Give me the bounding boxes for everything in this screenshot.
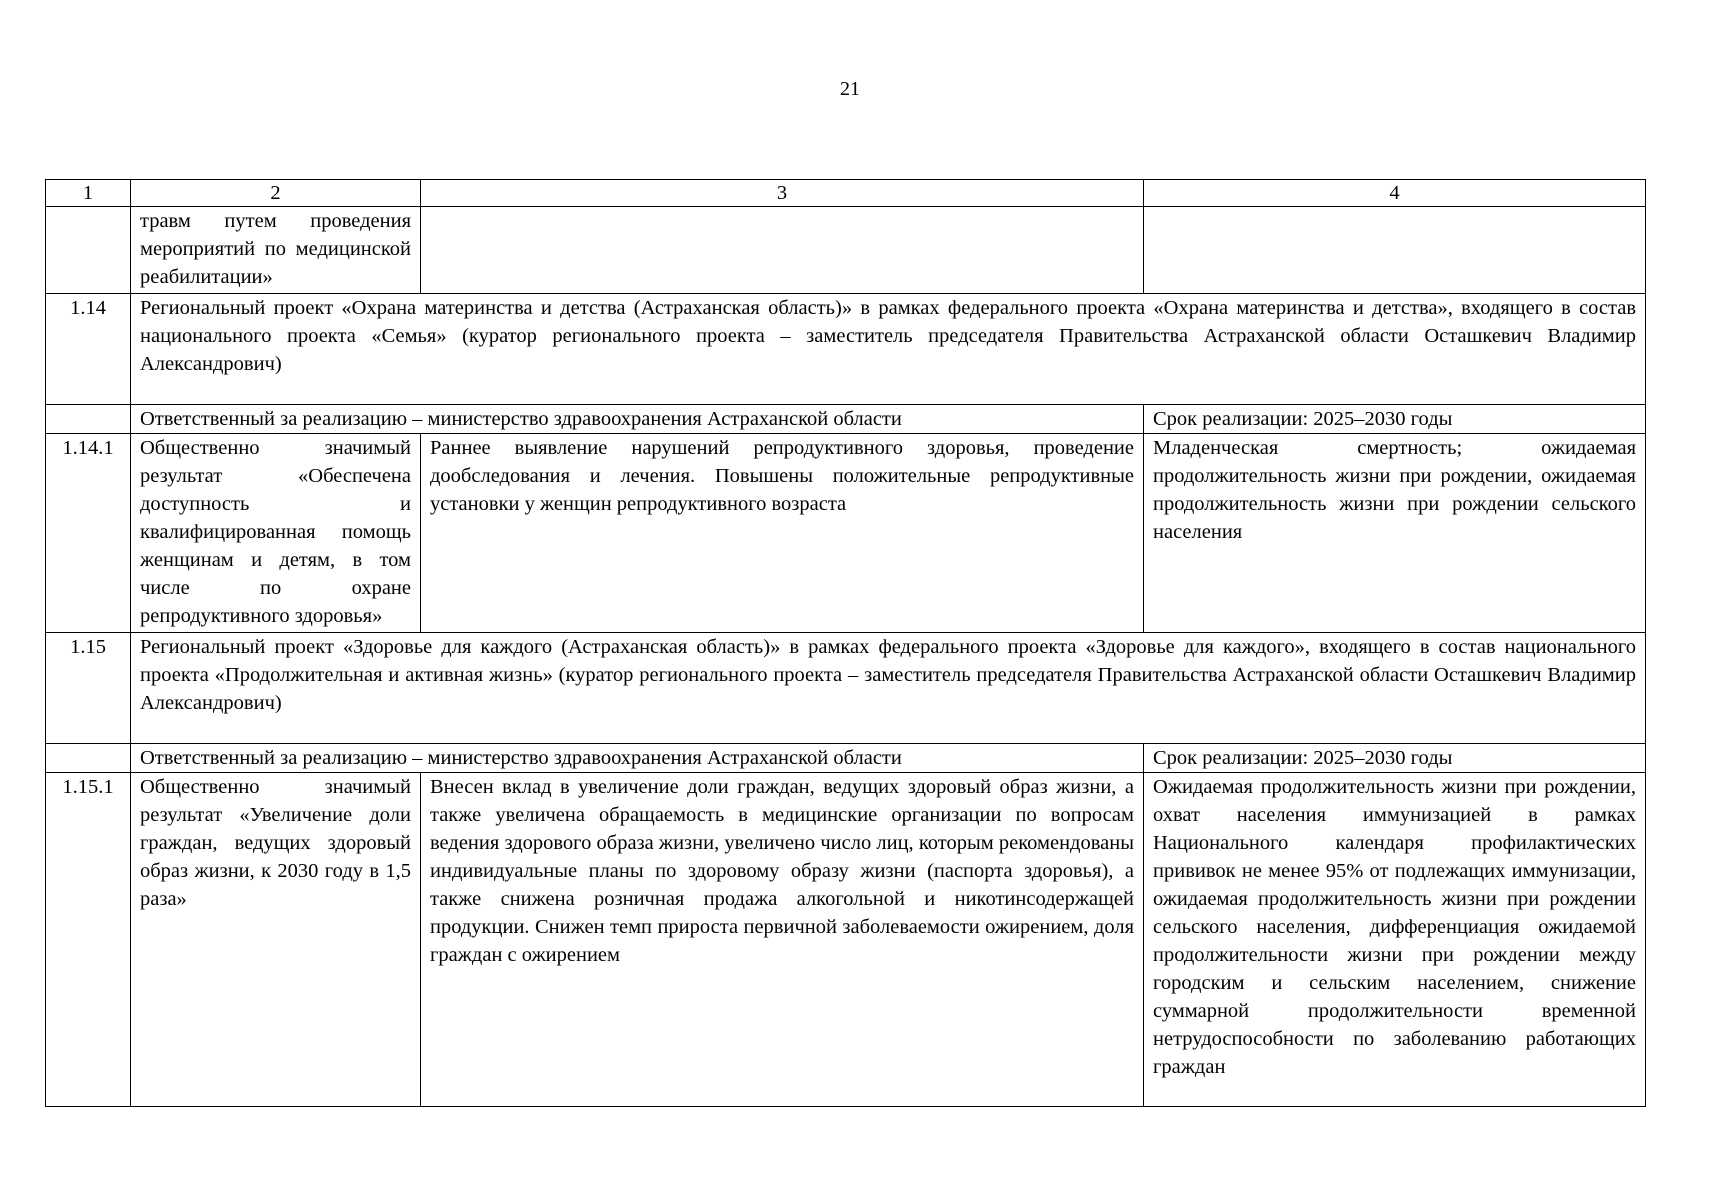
project-number: 1.15 xyxy=(46,633,131,744)
result-tasks: Внесен вклад в увеличение доли граждан, ведущих здоровый образ жизни, а также увеличена обращаемость в медицинские организации по вопросам ведения здорового образа жизни, увеличено число лиц, которым рекомендованы индивидуальные планы по здоровому образу жизни (паспорта здоровья), а также снижена розничная продажа алкогольной и никотинсодержащей продукции. Снижен темп прироста первичной заболеваемости ожирением, доля граждан с ожирением xyxy=(421,773,1144,1107)
result-tasks: Раннее выявление нарушений репродуктивного здоровья, проведение дообследования и лечения. Повышены положительные репродуктивные установки у женщин репродуктивного возраста xyxy=(421,434,1144,633)
responsible-num-cell xyxy=(46,744,131,773)
continuation-num-cell xyxy=(46,207,131,294)
project-number: 1.14 xyxy=(46,294,131,405)
header-col-4: 4 xyxy=(1144,180,1646,207)
result-number: 1.14.1 xyxy=(46,434,131,633)
header-col-2: 2 xyxy=(131,180,421,207)
result-title: Общественно значимый результат «Увеличение доли граждан, ведущих здоровый образ жизни, к 2030 году в 1,5 раза» xyxy=(131,773,421,1107)
page-number: 21 xyxy=(840,78,860,100)
project-title: Региональный проект «Охрана материнства и детства (Астраханская область)» в рамках федерального проекта «Охрана материнства и детства», входящего в состав национального проекта «Семья» (куратор регионального проекта – заместитель председателя Правительства Астраханской области Осташкевич Владимир Александрович) xyxy=(131,294,1646,405)
term-text: Срок реализации: 2025–2030 годы xyxy=(1144,744,1646,773)
result-indicators: Младенческая смертность; ожидаемая продолжительность жизни при рождении, ожидаемая продолжительность жизни при рождении сельского населения xyxy=(1144,434,1646,633)
result-title: Общественно значимый результат «Обеспечена доступность и квалифицированная помощь женщинам и детям, в том числе по охране репродуктивного здоровья» xyxy=(131,434,421,633)
table-row-responsible-1-15 xyxy=(46,744,1646,773)
responsible-text: Ответственный за реализацию – министерство здравоохранения Астраханской области xyxy=(131,405,1144,434)
project-title: Региональный проект «Здоровье для каждого (Астраханская область)» в рамках федерального проекта «Здоровье для каждого», входящего в состав национального проекта «Продолжительная и активная жизнь» (куратор регионального проекта – заместитель председателя Правительства Астраханской области Осташкевич Владимир Александрович) xyxy=(131,633,1646,744)
responsible-text: Ответственный за реализацию – министерство здравоохранения Астраханской области xyxy=(131,744,1144,773)
continuation-col4 xyxy=(1144,207,1646,294)
header-col-1: 1 xyxy=(46,180,131,207)
table-row-responsible-1-14 xyxy=(46,405,1646,434)
continuation-result-text: травм путем проведения мероприятий по медицинской реабилитации» xyxy=(131,207,421,294)
table-row-result-1-14-1 xyxy=(46,434,1646,633)
result-indicators: Ожидаемая продолжительность жизни при рождении, охват населения иммунизацией в рамках Национального календаря профилактических прививок не менее 95% от подлежащих иммунизации, ожидаемая продолжительность жизни при рождении сельского населения, дифференциация ожидаемой продолжительности жизни при рождении между городским и сельским населением, снижение суммарной продолжительности временной нетрудоспособности по заболеванию работающих граждан xyxy=(1144,773,1646,1107)
term-text: Срок реализации: 2025–2030 годы xyxy=(1144,405,1646,434)
table-row-continuation xyxy=(46,207,1646,294)
responsible-num-cell xyxy=(46,405,131,434)
program-table xyxy=(45,179,1646,1107)
table-row-result-1-15-1 xyxy=(46,773,1646,1107)
table-row-project-1-14 xyxy=(46,294,1646,405)
table-header-row xyxy=(46,180,1646,207)
table-row-project-1-15 xyxy=(46,633,1646,744)
result-number: 1.15.1 xyxy=(46,773,131,1107)
continuation-col3 xyxy=(421,207,1144,294)
header-col-3: 3 xyxy=(421,180,1144,207)
